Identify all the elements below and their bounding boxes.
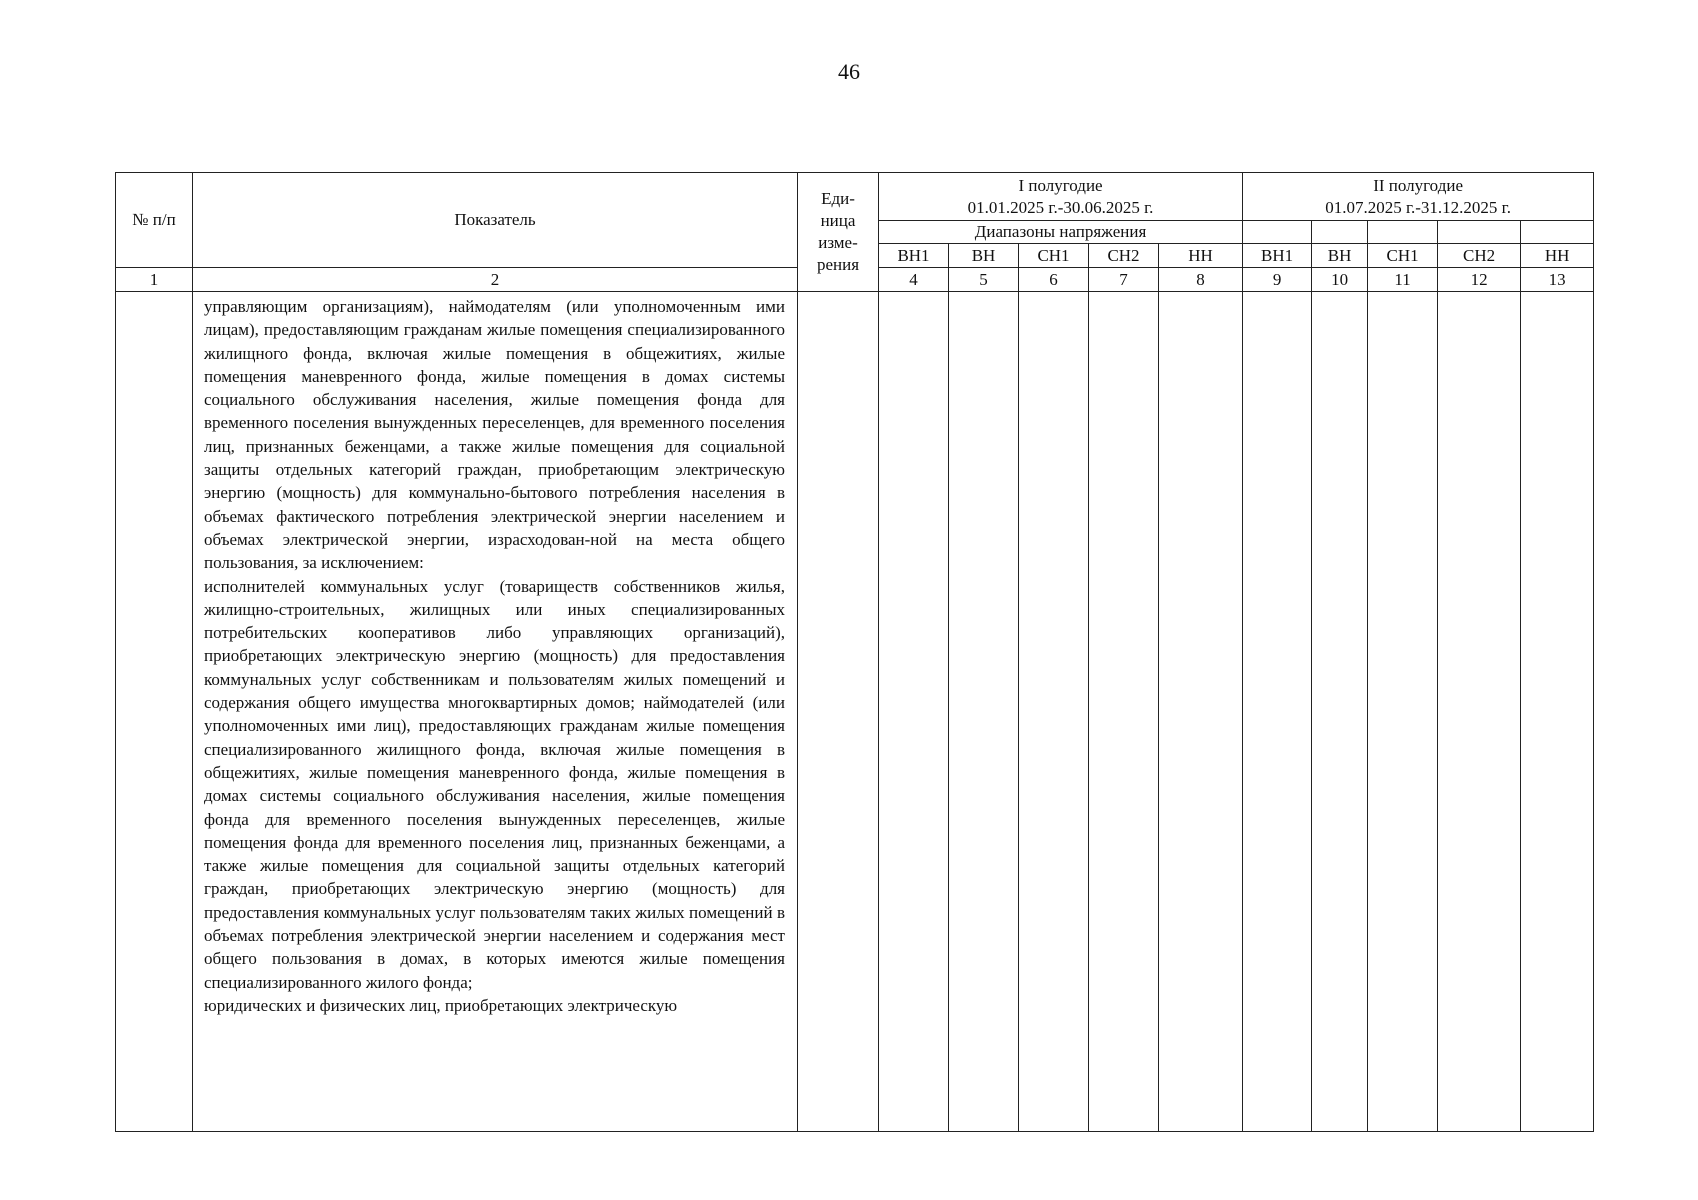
half2-spacer-cell bbox=[1312, 221, 1368, 244]
half2-spacer-cell bbox=[1243, 221, 1312, 244]
value-cell bbox=[1368, 292, 1438, 1132]
half1-title: I полугодие bbox=[1018, 175, 1103, 195]
half1-level-sn1: СН1 bbox=[1019, 244, 1089, 268]
column-number: 4 bbox=[879, 268, 949, 292]
column-number: 2 bbox=[193, 268, 798, 292]
header-unit-line: изме- bbox=[818, 233, 858, 252]
header-half2 bbox=[1243, 173, 1594, 221]
column-number: 7 bbox=[1089, 268, 1159, 292]
half2-spacer-cell bbox=[1438, 221, 1521, 244]
column-number: 10 bbox=[1312, 268, 1368, 292]
column-number: 1 bbox=[116, 268, 193, 292]
value-cell bbox=[1089, 292, 1159, 1132]
column-number: 13 bbox=[1521, 268, 1594, 292]
half1-level-vn: ВН bbox=[949, 244, 1019, 268]
page-number: 46 bbox=[838, 59, 860, 84]
half1-level-sn2: СН2 bbox=[1089, 244, 1159, 268]
header-indicator: Показатель bbox=[193, 173, 798, 268]
half2-spacer-cell bbox=[1368, 221, 1438, 244]
half2-level-vn1: ВН1 bbox=[1243, 244, 1312, 268]
half1-period: 01.01.2025 г.-30.06.2025 г. bbox=[967, 197, 1154, 217]
half1-level-nn: НН bbox=[1159, 244, 1243, 268]
indicator-paragraph: управляющим организациям), наймодателям (или уполномоченным ими лицам), предоставляющим гражданам жилые помещения специализированного жилищного фонда, включая жилые помещения в общежитиях, жилые помещения маневренного фонда, жилые помещения в домах системы социального обслуживания населения, жилые помещения фонда для временного поселения вынужденных переселенцев, для временного поселения лиц, признанных беженцами, а также жилые помещения для социальной защиты отдельных категорий граждан, приобретающим электрическую энергию (мощность) для коммунально-бытового потребления населения в объемах фактического потребления электрической энергии населением и объемах электрической энергии, израсходован-ной на места общего пользования, за исключением: bbox=[204, 297, 785, 573]
header-number: № п/п bbox=[116, 173, 193, 268]
value-cell bbox=[1019, 292, 1089, 1132]
value-cell bbox=[1438, 292, 1521, 1132]
half2-level-sn2: СН2 bbox=[1438, 244, 1521, 268]
value-cell bbox=[1312, 292, 1368, 1132]
row-number-cell bbox=[116, 292, 193, 1132]
column-number: 6 bbox=[1019, 268, 1089, 292]
half2-title: II полугодие bbox=[1373, 175, 1463, 195]
indicator-paragraph: исполнителей коммунальных услуг (товариществ собственников жилья, жилищно-строительных, жилищных или иных специализированных потребительских кооперативов либо управляющих организаций), приобретающих электрическую энергию (мощность) для предоставления коммунальных услуг собственникам и пользователям жилых помещений и содержания общего имущества многоквартирных домов; наймодателей (или уполномоченных ими лиц), предоставляющих гражданам жилые помещения специализированного жилищного фонда, включая жилые помещения в общежитиях, жилые помещения маневренного фонда, жилые помещения в домах системы социального обслуживания населения, жилые помещения фонда для временного поселения вынужденных переселенцев, жилые помещения фонда для временного поселения лиц, признанных беженцами, а также жилые помещения для социальной защиты отдельных категорий граждан, приобретающих электрическую энергию (мощность) для предоставления коммунальных услуг пользователям таких жилых помещений в объемах потребления электрической энергии населением и содержания мест общего пользования в домах, в которых имеются жилые помещения специализированного жилого фонда; bbox=[204, 576, 785, 992]
tariff-table bbox=[115, 172, 1594, 1132]
half1-level-vn1: ВН1 bbox=[879, 244, 949, 268]
header-unit bbox=[798, 173, 879, 292]
indicator-paragraph: юридических и физических лиц, приобретающих электрическую bbox=[204, 995, 678, 1015]
header-unit-line: рения bbox=[816, 255, 860, 274]
column-number: 8 bbox=[1159, 268, 1243, 292]
half2-level-nn: НН bbox=[1521, 244, 1594, 268]
header-half1 bbox=[879, 173, 1243, 221]
half2-period: 01.07.2025 г.-31.12.2025 г. bbox=[1325, 197, 1511, 217]
column-number: 9 bbox=[1243, 268, 1312, 292]
value-cell bbox=[1521, 292, 1594, 1132]
half2-level-vn: ВН bbox=[1312, 244, 1368, 268]
voltage-ranges-header: Диапазоны напряжения bbox=[879, 221, 1243, 244]
unit-cell bbox=[798, 292, 879, 1132]
header-unit-line: ница bbox=[820, 211, 856, 230]
column-number: 12 bbox=[1438, 268, 1521, 292]
indicator-text-cell bbox=[193, 292, 798, 1132]
half2-spacer-cell bbox=[1521, 221, 1594, 244]
header-unit-line: Еди- bbox=[821, 189, 855, 208]
value-cell bbox=[879, 292, 949, 1132]
value-cell bbox=[1159, 292, 1243, 1132]
column-number: 11 bbox=[1368, 268, 1438, 292]
value-cell bbox=[1243, 292, 1312, 1132]
column-number: 5 bbox=[949, 268, 1019, 292]
value-cell bbox=[949, 292, 1019, 1132]
half2-level-sn1: СН1 bbox=[1368, 244, 1438, 268]
